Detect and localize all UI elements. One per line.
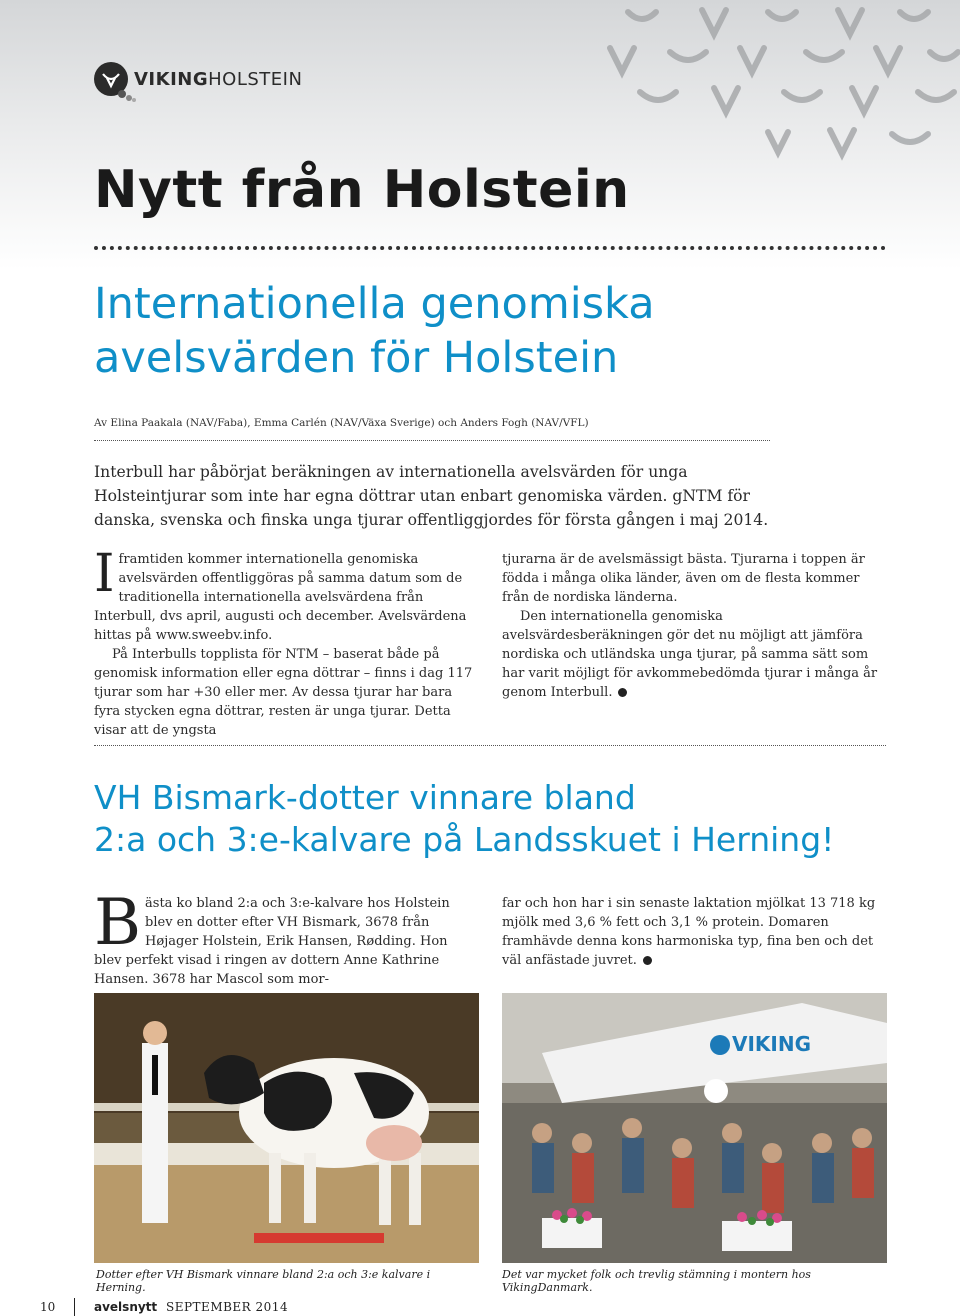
photo2-caption: Det var mycket folk och trevlig stämning i montern hos VikingDanmark. — [502, 1268, 811, 1294]
article1-col1-paragraph2: På Interbulls topplista för NTM – baserat både på genomisk information eller egna döttrar – finns i dag 117 tjurar som har +30 eller mer. Av dessa tjurar har bara fyra stycken egna döttrar, resten är unga tjurar. Detta visar att de yngsta — [94, 647, 473, 738]
page-number: 10 — [40, 1300, 56, 1314]
article-divider — [94, 745, 886, 746]
article1-headline-line2: avelsvärden för Holstein — [94, 333, 619, 384]
viking-pattern-decoration — [600, 0, 960, 170]
article2-column-2 — [502, 894, 886, 970]
article1-column-1 — [94, 544, 478, 740]
viking-holstein-logo — [94, 60, 302, 98]
article1-dropcap: I — [94, 544, 115, 604]
article1-headline — [94, 277, 655, 385]
photo2-viking-sign: VIKING — [732, 1032, 812, 1056]
article2-column-1 — [94, 886, 478, 989]
section-divider — [94, 246, 886, 250]
article2-headline-line2: 2:a och 3:e-kalvare på Landsskuet i Herning! — [94, 820, 835, 860]
article1-column-2 — [502, 550, 886, 702]
footer-rule — [74, 1298, 75, 1316]
article2-col2-text: far och hon har i sin senaste laktation mjölkat 13 718 kg mjölk med 3,6 % fett och 3,1 % protein. Domaren framhävde denna kons harmoniska typ, fina ben och det väl anfästade juvret. — [502, 896, 876, 968]
logo-text-viking: VIKING — [134, 68, 209, 90]
article2-headline — [94, 777, 834, 861]
byline-divider — [94, 440, 770, 441]
end-of-article-bullet-icon — [643, 956, 652, 965]
page-footer — [0, 1298, 960, 1316]
article2-col1-text: ästa ko bland 2:a och 3:e-kalvare hos Holstein blev en dotter efter VH Bismark, 3678 från Højager Holstein, Erik Hansen, Rødding. Hon blev perfekt visad i ringen av dottern Anne Kathrine Hansen. 3678 har Mascol som mor- — [94, 896, 450, 987]
article1-col1-paragraph1: framtiden kommer internationella genomiska avelsvärden offentliggöras på samma datum som de traditionella internationella avelsvärdena från Interbull, dvs april, augusti och december. Avelsvärdena hittas på www.sweebv.info. — [94, 552, 467, 643]
article1-headline-line1: Internationella genomiska — [94, 279, 655, 329]
viking-horns-icon — [94, 62, 128, 96]
end-of-article-bullet-icon — [618, 688, 627, 697]
article1-col2-paragraph2: Den internationella genomiska avelsvärdesberäkningen gör det nu möjligt att jämföra nordiska och utländska unga tjurar, på samma sätt som har varit möjligt för avkommebedömda tjurar i många år genom Interbull. — [502, 609, 878, 700]
article2-headline-line1: VH Bismark-dotter vinnare bland — [94, 778, 636, 817]
publication-name: avelsnytt — [94, 1300, 158, 1314]
issue-date: SEPTEMBER 2014 — [166, 1300, 289, 1314]
article2-dropcap: B — [94, 886, 142, 960]
photo-cow-show-ring — [94, 993, 479, 1263]
header-band — [0, 0, 960, 270]
logo-text-holstein: HOLSTEIN — [208, 68, 303, 90]
section-title: Nytt från Holstein — [94, 160, 630, 220]
photo1-caption: Dotter efter VH Bismark vinnare bland 2:a och 3:e kalvare i Herning. — [96, 1268, 431, 1294]
article1-byline: Av Elina Paakala (NAV/Faba), Emma Carlén (NAV/Växa Sverige) och Anders Fogh (NAV/VFL) — [94, 417, 589, 429]
photo-viking-stand-crowd — [502, 993, 887, 1263]
article1-lead: Interbull har påbörjat beräkningen av internationella avelsvärden för unga Holsteintjurar som inte har egna döttrar utan enbart genomiska värden. gNTM för danska, svenska och finska unga tjurar offentliggjordes för första gången i maj 2014. — [94, 463, 769, 529]
logo-dots-icon — [116, 88, 136, 102]
article1-col2-paragraph1: tjurarna är de avelsmässigt bästa. Tjurarna i toppen är födda i många olika länder, även om de flesta kommer från de nordiska länderna. — [502, 552, 865, 605]
